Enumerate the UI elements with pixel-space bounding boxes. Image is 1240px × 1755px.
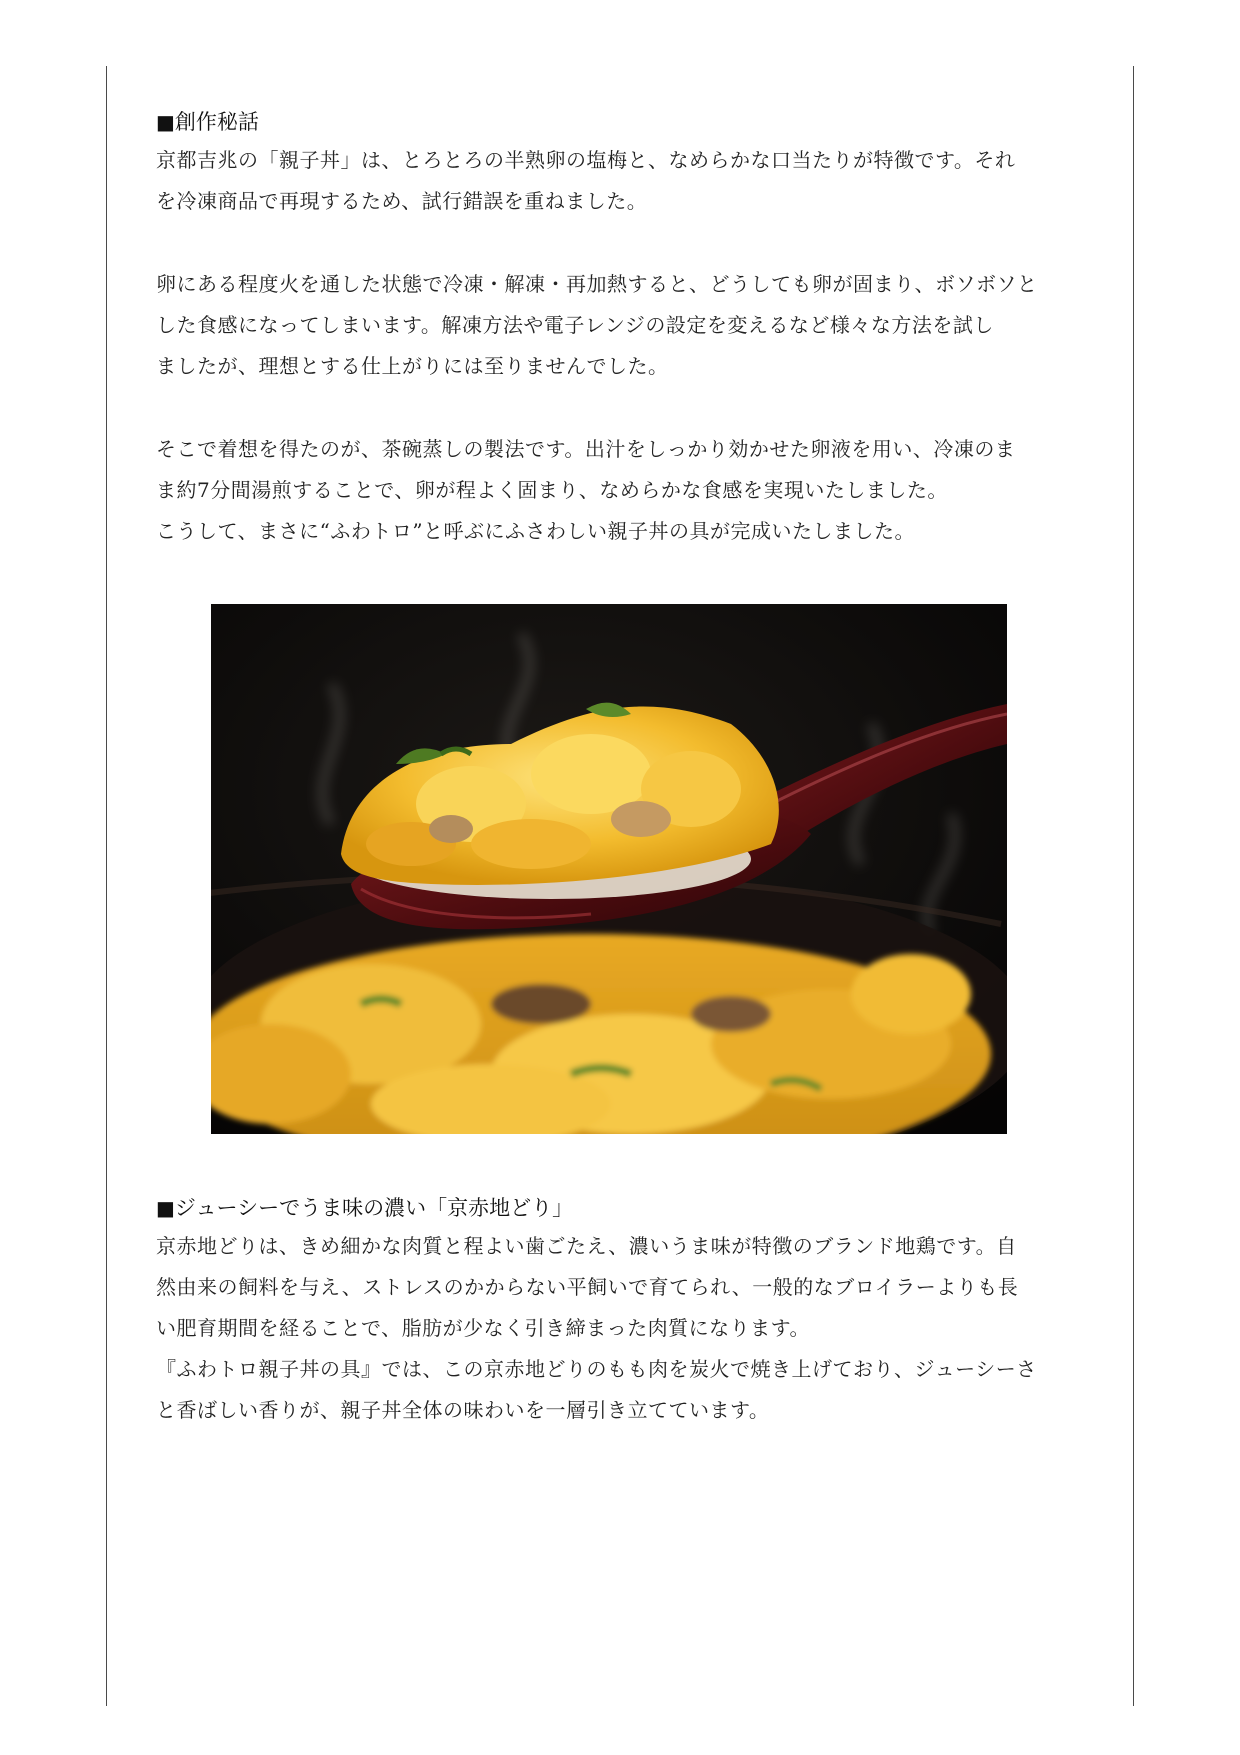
left-margin-rule: [106, 66, 107, 1706]
section-heading: [156, 104, 1086, 140]
paragraph-line: 然由来の飼料を与え、ストレスのかからない平飼いで育てられ、一般的なブロイラーよりも長: [156, 1275, 1019, 1299]
paragraph-line: ましたが、理想とする仕上がりには至りませんでした。: [156, 354, 669, 378]
paragraph-line: 京都吉兆の「親子丼」は、とろとろの半熟卵の塩梅と、なめらかな口当たりが特徴です。それ: [156, 148, 1016, 172]
paragraph-line: そこで着想を得たのが、茶碗蒸しの製法です。出汁をしっかり効かせた卵液を用い、冷凍のま: [156, 437, 1016, 461]
paragraph-line: 京赤地どりは、きめ細かな肉質と程よい歯ごたえ、濃いうま味が特徴のブランド地鶏です。自: [156, 1234, 1017, 1258]
paragraph-line: い肥育期間を経ることで、脂肪が少なく引き締まった肉質になります。: [156, 1316, 810, 1340]
oyakodon-photo: [211, 604, 1007, 1134]
paragraph-line: と香ばしい香りが、親子丼全体の味わいを一層引き立てています。: [156, 1398, 770, 1422]
paragraph-line: こうして、まさに“ふわトロ”と呼ぶにふさわしい親子丼の具が完成いたしました。: [156, 519, 916, 543]
right-margin-rule: [1133, 66, 1134, 1706]
section-creation-story: [156, 104, 1086, 552]
section-kyo-aka-jidori: [156, 1190, 1086, 1431]
heading-text: ジューシーでうま味の濃い「京赤地どり」: [174, 1196, 574, 1220]
paragraph-line: を冷凍商品で再現するため、試行錯誤を重ねました。: [156, 189, 648, 213]
paragraph-line: 卵にある程度火を通した状態で冷凍・解凍・再加熱すると、どうしても卵が固まり、ボソボソと: [156, 272, 1038, 296]
heading-text: 創作秘話: [174, 110, 259, 134]
paragraph-line: ま約7分間湯煎することで、卵が程よく固まり、なめらかな食感を実現いたしました。: [156, 478, 948, 502]
heading-square-mark: ■: [156, 1196, 175, 1220]
oyakodon-photo-illustration: [211, 604, 1007, 1134]
section-heading: [156, 1190, 1086, 1226]
heading-square-mark: ■: [156, 110, 175, 134]
paragraph-line: した食感になってしまいます。解凍方法や電子レンジの設定を変えるなど様々な方法を試し: [156, 313, 994, 337]
paragraph-line: 『ふわトロ親子丼の具』では、この京赤地どりのもも肉を炭火で焼き上げており、ジューシーさ: [156, 1357, 1037, 1381]
